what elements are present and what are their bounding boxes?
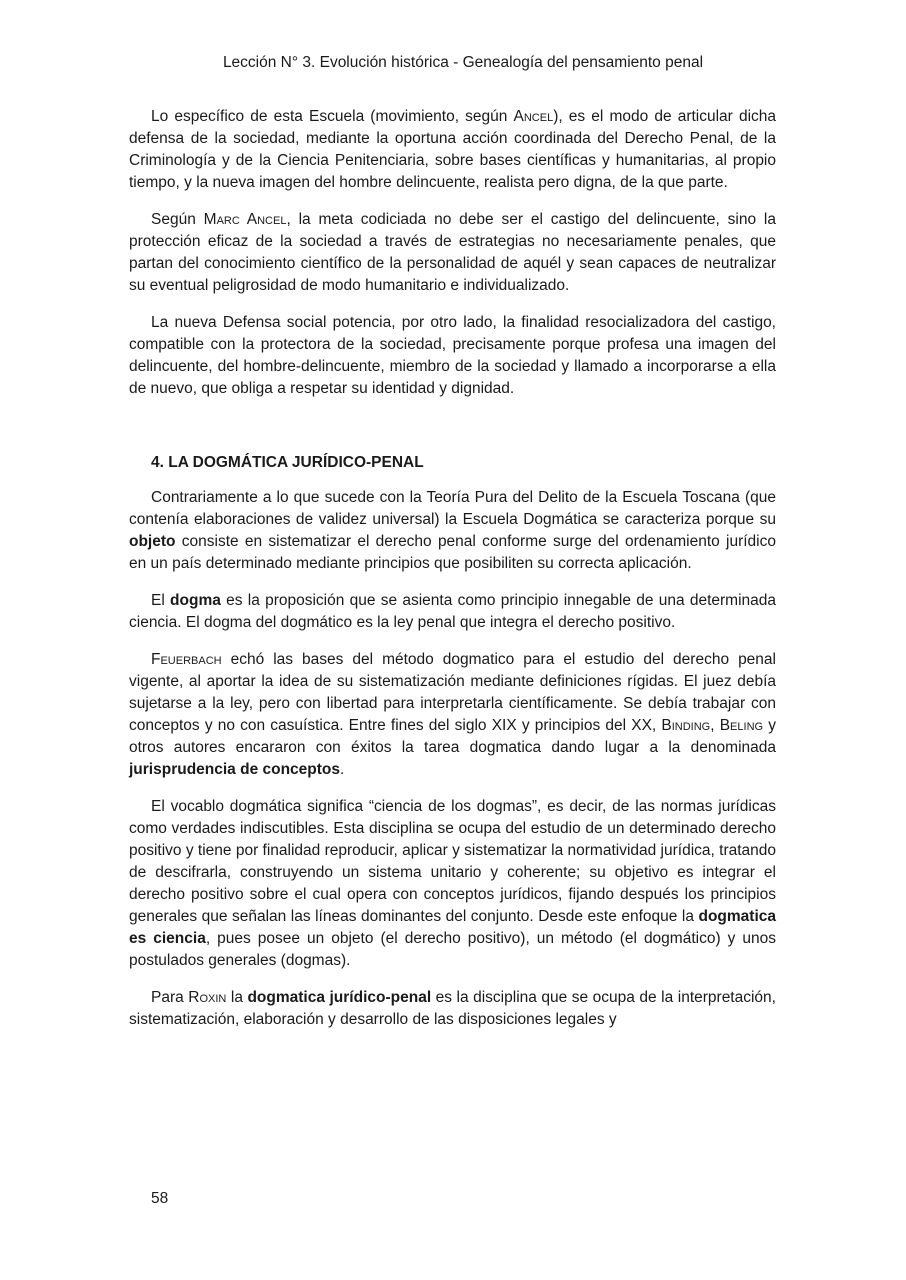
paragraph-1 bbox=[129, 106, 776, 194]
bold-term: objeto bbox=[129, 533, 176, 550]
bold-term: dogmatica jurídico-penal bbox=[247, 989, 432, 1006]
paragraph-5 bbox=[129, 590, 776, 634]
section-heading: 4. LA DOGMÁTICA JURÍDICO-PENAL bbox=[151, 454, 424, 471]
text-run: ), es el modo de articular dicha defensa de la sociedad, mediante la oportuna acción coordinada del Derecho Penal, de la Criminología y de la Ciencia Penitenciaria, sobre bases científicas y humanitarias, al propio tiempo, y la nueva imagen del hombre delincuente, realista pero digna, de la que parte. bbox=[129, 108, 776, 191]
author-name: Roxin bbox=[188, 989, 227, 1006]
text-run: y otros autores encararon con éxitos la tarea dogmatica dando lugar a la denominada bbox=[129, 717, 776, 756]
paragraph-6 bbox=[129, 649, 776, 781]
text-run: , pues posee un objeto (el derecho positivo), un método (el dogmático) y unos postulados generales (dogmas). bbox=[129, 930, 776, 969]
text-run: , la meta codiciada no debe ser el castigo del delincuente, sino la protección eficaz de la sociedad a través de estrategias no necesariamente penales, que partan del conocimiento científico de la personalidad de aquél y sean capaces de neutralizar su eventual peligrosidad de modo humanitario e individualizado. bbox=[129, 211, 776, 294]
document-body bbox=[129, 106, 776, 1046]
author-name: Binding bbox=[661, 717, 711, 734]
text-run: . bbox=[340, 761, 345, 778]
text-run: es la disciplina que se ocupa de la interpretación, sistematización, elaboración y desarrollo de las disposiciones legales y bbox=[129, 989, 776, 1028]
paragraph-4 bbox=[129, 487, 776, 575]
text-run: Contrariamente a lo que sucede con la Teoría Pura del Delito de la Escuela Toscana (que contenía elaboraciones de validez universal) la Escuela Dogmática se caracteriza porque su bbox=[129, 489, 776, 528]
bold-term: dogmatica es ciencia bbox=[129, 908, 776, 947]
running-header: Lección N° 3. Evolución histórica - Genealogía del pensamiento penal bbox=[222, 54, 704, 71]
text-run: La nueva Defensa social potencia, por otro lado, la finalidad resocializadora del castigo, compatible con la protectora de la sociedad, precisamente porque profesa una imagen del delincuente, del hombre-delincuente, miembro de la sociedad y llamado a incorporarse a ella de nuevo, que obliga a respetar su identidad y dignidad. bbox=[129, 314, 776, 397]
text-run: la bbox=[226, 989, 248, 1006]
text-run: El bbox=[151, 592, 171, 609]
text-run: Para bbox=[151, 989, 189, 1006]
text-run: Según bbox=[151, 211, 204, 228]
paragraph-2 bbox=[129, 209, 776, 297]
bold-term: dogma bbox=[170, 592, 221, 609]
author-name: Feuerbach bbox=[151, 651, 222, 668]
paragraph-8 bbox=[129, 987, 776, 1031]
text-run: echó las bases del método dogmatico para el estudio del derecho penal vigente, al aportar la idea de su sistematización mediante definiciones rígidas. El juez debía sujetarse a la ley, pero con libertad para interpretarla científicamente. Se debía trabajar con conceptos y no con casuística. Entre fines del siglo XIX y principios del XX, bbox=[129, 651, 776, 734]
text-run: , bbox=[710, 717, 720, 734]
text-run: es la proposición que se asienta como principio innegable de una determinada ciencia. El dogma del dogmático es la ley penal que integra el derecho positivo. bbox=[129, 592, 777, 631]
bold-term: jurisprudencia de conceptos bbox=[129, 761, 341, 778]
author-name: Marc Ancel bbox=[203, 211, 287, 228]
author-name: Beling bbox=[719, 717, 764, 734]
text-run: El vocablo dogmática significa “ciencia de los dogmas”, es decir, de las normas jurídicas como verdades indiscutibles. Esta disciplina se ocupa del estudio de un determinado derecho positivo y tiene por finalidad reproducir, aplicar y sistematizar la normatividad jurídica, tratando de descifrarla, construyendo un sistema unitario y coherente; su objetivo es integrar el derecho positivo sobre el cual opera con conceptos jurídicos, fijando después los principios generales que señalan las líneas dominantes del conjunto. Desde este enfoque la bbox=[129, 798, 777, 925]
text-run: consiste en sistematizar el derecho penal conforme surge del ordenamiento jurídico en un país determinado mediante principios que posibiliten su correcta aplicación. bbox=[129, 533, 776, 572]
page-number: 58 bbox=[151, 1190, 169, 1207]
text-run: Lo específico de esta Escuela (movimiento, según bbox=[151, 108, 514, 125]
paragraph-7 bbox=[129, 796, 776, 972]
author-name: Ancel bbox=[513, 108, 554, 125]
paragraph-3 bbox=[129, 312, 776, 400]
